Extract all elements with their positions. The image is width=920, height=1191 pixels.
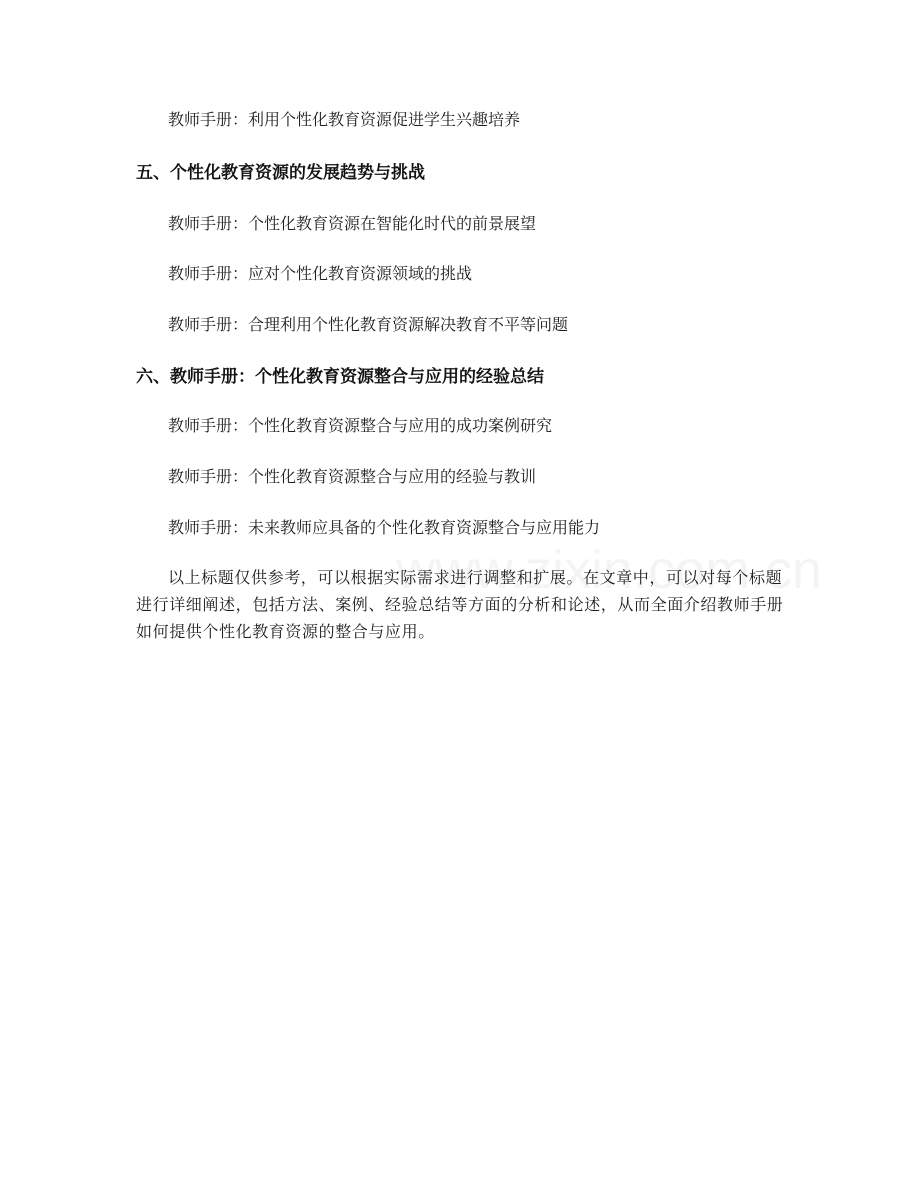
subtitle-item: 教师手册：个性化教育资源整合与应用的成功案例研究	[168, 416, 553, 435]
section-heading-5: 五、个性化教育资源的发展趋势与挑战	[136, 163, 425, 183]
subtitle-item: 教师手册：个性化教育资源整合与应用的经验与教训	[168, 467, 537, 486]
subtitle-item: 教师手册：利用个性化教育资源促进学生兴趣培养	[168, 110, 521, 129]
subtitle-item: 教师手册：未来教师应具备的个性化教育资源整合与应用能力	[168, 518, 601, 537]
closing-paragraph: 以上标题仅供参考，可以根据实际需求进行调整和扩展。在文章中，可以对每个标题进行详细阐述，包括方法、案例、经验总结等方面的分析和论述，从而全面介绍教师手册如何提供个性化教育资源的整合与应用。	[136, 568, 784, 641]
subtitle-item: 教师手册：应对个性化教育资源领域的挑战	[168, 264, 473, 283]
subtitle-item: 教师手册：个性化教育资源在智能化时代的前景展望	[168, 214, 537, 233]
subtitle-item: 教师手册：合理利用个性化教育资源解决教育不平等问题	[168, 315, 569, 334]
section-heading-6: 六、教师手册：个性化教育资源整合与应用的经验总结	[136, 367, 544, 387]
